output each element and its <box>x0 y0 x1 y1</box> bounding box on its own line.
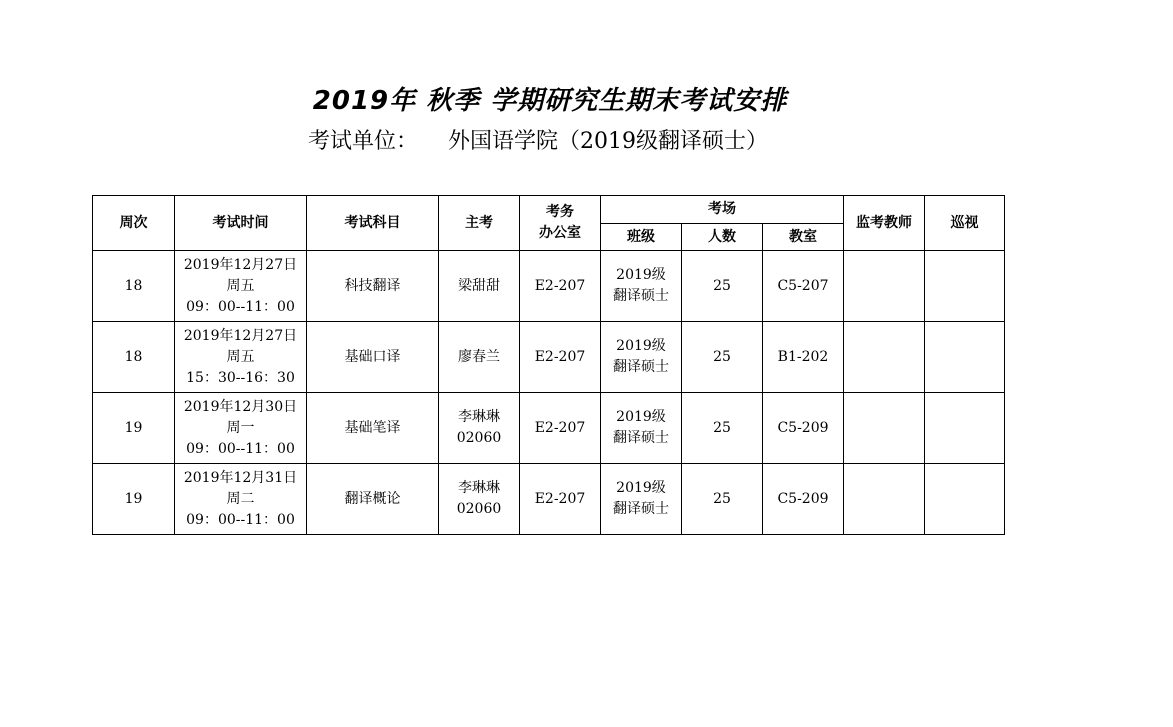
cell-weekday: 周五 <box>226 277 255 294</box>
cell-weekday: 周二 <box>226 490 255 507</box>
cell-week: 18 <box>93 251 175 322</box>
cell-subject: 基础口译 <box>307 322 439 393</box>
cell-weekday: 周一 <box>226 419 255 436</box>
cell-class-line1: 2019级 <box>616 409 666 425</box>
header-time: 考试时间 <box>175 196 307 251</box>
cell-patrol <box>925 322 1005 393</box>
cell-week: 18 <box>93 322 175 393</box>
cell-count: 25 <box>682 251 763 322</box>
header-office <box>520 196 601 251</box>
cell-office: E2-207 <box>520 464 601 535</box>
cell-examiner <box>439 251 520 322</box>
table-row <box>93 322 1005 393</box>
cell-patrol <box>925 251 1005 322</box>
cell-room: C5-209 <box>763 393 844 464</box>
cell-count: 25 <box>682 393 763 464</box>
cell-hours: 15：30--16：30 <box>186 369 295 386</box>
cell-week: 19 <box>93 393 175 464</box>
cell-examiner <box>439 322 520 393</box>
cell-time <box>175 251 307 322</box>
cell-class <box>601 251 682 322</box>
header-office-bottom: 办公室 <box>539 225 581 241</box>
header-examiner: 主考 <box>439 196 520 251</box>
header-subject: 考试科目 <box>307 196 439 251</box>
header-patrol: 巡视 <box>925 196 1005 251</box>
header-venue: 考场 <box>601 196 844 224</box>
cell-patrol <box>925 393 1005 464</box>
cell-subject: 科技翻译 <box>307 251 439 322</box>
cell-proctor <box>844 322 925 393</box>
table-row <box>93 251 1005 322</box>
cell-examiner-id: 02060 <box>456 430 502 446</box>
cell-office: E2-207 <box>520 322 601 393</box>
cell-room: B1-202 <box>763 322 844 393</box>
exam-unit-value: 外国语学院（2019级翻译硕士） <box>448 129 769 154</box>
cell-class <box>601 393 682 464</box>
cell-date: 2019年12月30日 <box>183 398 298 415</box>
header-proctor: 监考教师 <box>844 196 925 251</box>
header-week: 周次 <box>93 196 175 251</box>
header-class: 班级 <box>601 224 682 251</box>
cell-class-line1: 2019级 <box>616 338 666 354</box>
cell-time <box>175 464 307 535</box>
cell-class-line1: 2019级 <box>616 480 666 496</box>
cell-room: C5-207 <box>763 251 844 322</box>
exam-schedule-table <box>92 195 1005 535</box>
cell-subject: 翻译概论 <box>307 464 439 535</box>
cell-examiner-name: 廖春兰 <box>458 348 500 365</box>
cell-weekday: 周五 <box>226 348 255 365</box>
cell-office: E2-207 <box>520 251 601 322</box>
cell-room: C5-209 <box>763 464 844 535</box>
cell-proctor <box>844 464 925 535</box>
cell-class-line2: 翻译硕士 <box>613 430 669 446</box>
cell-class-line2: 翻译硕士 <box>613 288 669 304</box>
cell-time <box>175 322 307 393</box>
cell-patrol <box>925 464 1005 535</box>
exam-unit-line <box>308 124 768 155</box>
cell-hours: 09：00--11：00 <box>186 511 295 528</box>
table-row <box>93 464 1005 535</box>
exam-unit-label: 考试单位： <box>308 129 419 154</box>
cell-class-line2: 翻译硕士 <box>613 501 669 517</box>
cell-date: 2019年12月27日 <box>183 327 298 344</box>
cell-class <box>601 464 682 535</box>
header-count: 人数 <box>682 224 763 251</box>
header-room: 教室 <box>763 224 844 251</box>
cell-class <box>601 322 682 393</box>
cell-examiner <box>439 393 520 464</box>
cell-hours: 09：00--11：00 <box>186 298 295 315</box>
header-office-top: 考务 <box>546 204 574 220</box>
cell-proctor <box>844 393 925 464</box>
page-title: 2019年 秋季 学期研究生期末考试安排 <box>312 86 788 116</box>
cell-time <box>175 393 307 464</box>
cell-examiner-name: 李琳琳 <box>458 480 500 496</box>
cell-count: 25 <box>682 464 763 535</box>
cell-class-line1: 2019级 <box>616 267 666 283</box>
table-row <box>93 393 1005 464</box>
cell-count: 25 <box>682 322 763 393</box>
cell-subject: 基础笔译 <box>307 393 439 464</box>
cell-office: E2-207 <box>520 393 601 464</box>
cell-examiner <box>439 464 520 535</box>
cell-examiner-id: 02060 <box>456 501 502 517</box>
cell-class-line2: 翻译硕士 <box>613 359 669 375</box>
cell-week: 19 <box>93 464 175 535</box>
cell-examiner-name: 李琳琳 <box>458 409 500 425</box>
cell-examiner-name: 梁甜甜 <box>458 277 500 294</box>
cell-proctor <box>844 251 925 322</box>
cell-hours: 09：00--11：00 <box>186 440 295 457</box>
cell-date: 2019年12月27日 <box>183 256 298 273</box>
cell-date: 2019年12月31日 <box>183 469 298 486</box>
